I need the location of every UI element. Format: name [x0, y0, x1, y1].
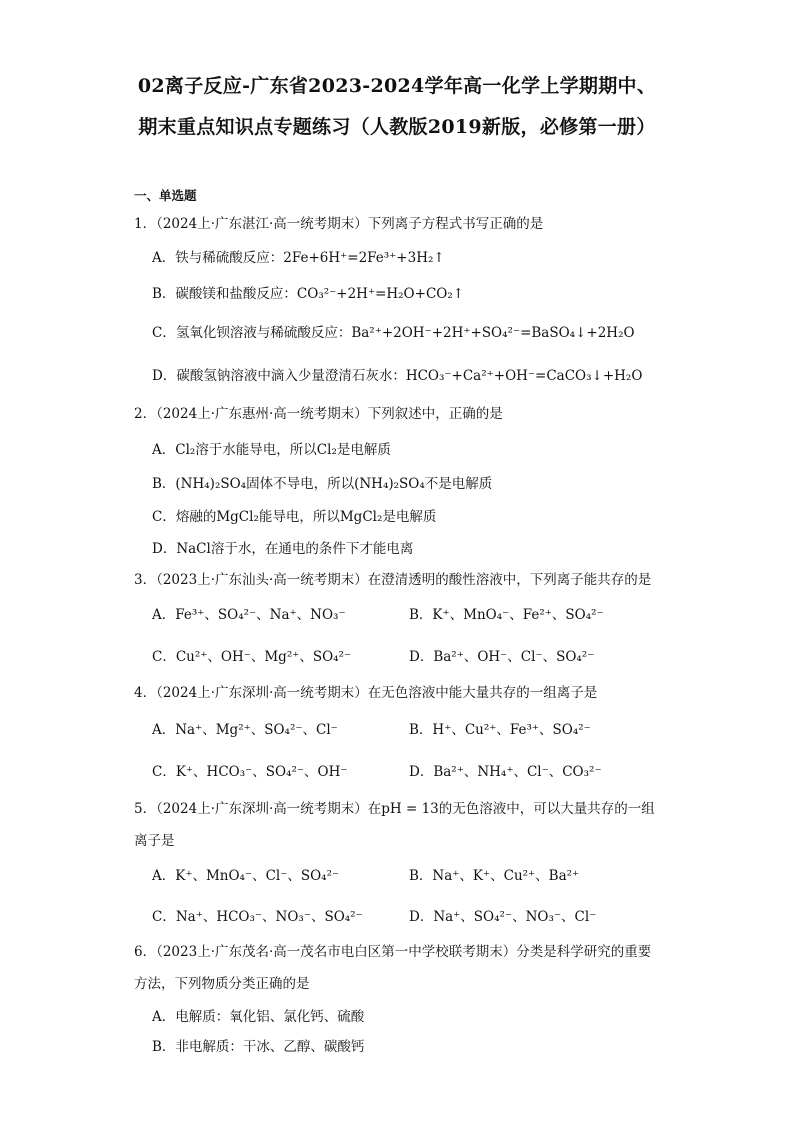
- question-6-option-a: A．电解质：氧化铝、氯化钙、硫酸: [152, 1009, 365, 1025]
- question-2-option-b: B．(NH₄)₂SO₄固体不导电，所以(NH₄)₂SO₄不是电解质: [152, 476, 493, 492]
- question-5-option-d: D．Na⁺、SO₄²⁻、NO₃⁻、Cl⁻: [409, 909, 597, 925]
- question-4-option-a: A．Na⁺、Mg²⁺、SO₄²⁻、Cl⁻: [152, 722, 338, 738]
- question-2-option-c: C．熔融的MgCl₂能导电，所以MgCl₂是电解质: [152, 509, 437, 525]
- question-1-option-d: D．碳酸氢钠溶液中滴入少量澄清石灰水：HCO₃⁻+Ca²⁺+OH⁻=CaCO₃↓+H₂O: [152, 368, 643, 384]
- question-1-option-b: B．碳酸镁和盐酸反应：CO₃²⁻+2H⁺=H₂O+CO₂↑: [152, 286, 465, 302]
- question-4-option-b: B．H⁺、Cu²⁺、Fe³⁺、SO₄²⁻: [409, 722, 591, 738]
- document-title-line-2: 期末重点知识点专题练习（人教版2019新版，必修第一册）: [138, 116, 656, 138]
- question-6-stem-continued: 方法，下列物质分类正确的是: [134, 976, 310, 992]
- question-2-option-a: A．Cl₂溶于水能导电，所以Cl₂是电解质: [152, 442, 391, 458]
- document-title-line-1: 02离子反应-广东省2023-2024学年高一化学上学期期中、: [137, 75, 657, 97]
- question-4-option-d: D．Ba²⁺、NH₄⁺、Cl⁻、CO₃²⁻: [409, 764, 602, 780]
- section-heading: 一、单选题: [134, 188, 197, 203]
- question-5-stem: 5．（2024上·广东深圳·高一统考期末）在pH = 13的无色溶液中，可以大量共存的一组: [134, 801, 655, 817]
- question-3-option-c: C．Cu²⁺、OH⁻、Mg²⁺、SO₄²⁻: [152, 649, 352, 665]
- question-4-stem: 4．（2024上·广东深圳·高一统考期末）在无色溶液中能大量共存的一组离子是: [134, 685, 598, 701]
- question-5-option-a: A．K⁺、MnO₄⁻、Cl⁻、SO₄²⁻: [152, 868, 340, 884]
- question-2-stem: 2．（2024上·广东惠州·高一统考期末）下列叙述中，正确的是: [134, 406, 503, 422]
- question-1-stem: 1．（2024上·广东湛江·高一统考期末）下列离子方程式书写正确的是: [134, 216, 544, 232]
- question-4-option-c: C．K⁺、HCO₃⁻、SO₄²⁻、OH⁻: [152, 764, 348, 780]
- question-1-option-c: C．氢氧化钡溶液与稀硫酸反应：Ba²⁺+2OH⁻+2H⁺+SO₄²⁻=BaSO₄↓+2H₂O: [152, 325, 635, 341]
- question-2-option-d: D．NaCl溶于水，在通电的条件下才能电离: [152, 541, 414, 557]
- question-5-stem-continued: 离子是: [134, 833, 175, 849]
- question-6-stem: 6．（2023上·广东茂名·高一茂名市电白区第一中学校联考期末）分类是科学研究的重要: [134, 944, 652, 960]
- question-3-stem: 3．（2023上·广东汕头·高一统考期末）在澄清透明的酸性溶液中，下列离子能共存的是: [134, 572, 652, 588]
- question-6-option-b: B．非电解质：干冰、乙醇、碳酸钙: [152, 1039, 365, 1055]
- question-3-option-d: D．Ba²⁺、OH⁻、Cl⁻、SO₄²⁻: [409, 649, 595, 665]
- question-3-option-a: A．Fe³⁺、SO₄²⁻、Na⁺、NO₃⁻: [152, 607, 346, 623]
- question-5-option-b: B．Na⁺、K⁺、Cu²⁺、Ba²⁺: [409, 868, 580, 884]
- question-1-option-a: A．铁与稀硫酸反应：2Fe+6H⁺=2Fe³⁺+3H₂↑: [152, 250, 445, 266]
- question-5-option-c: C．Na⁺、HCO₃⁻、NO₃⁻、SO₄²⁻: [152, 909, 363, 925]
- question-3-option-b: B．K⁺、MnO₄⁻、Fe²⁺、SO₄²⁻: [409, 607, 604, 623]
